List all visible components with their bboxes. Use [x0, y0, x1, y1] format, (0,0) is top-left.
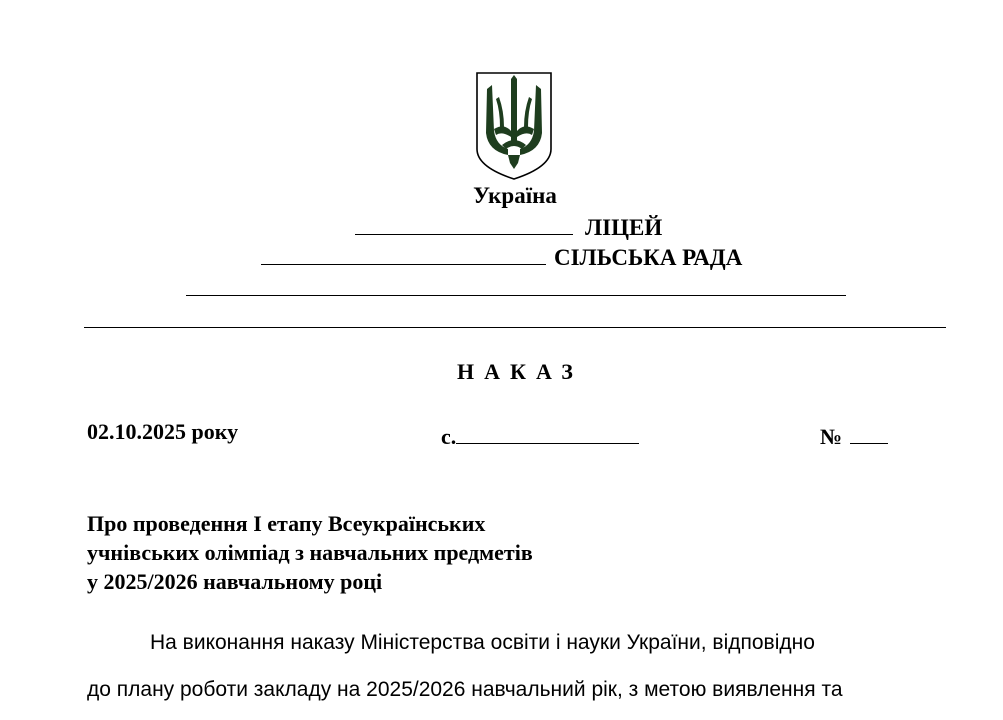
order-number-line	[820, 419, 888, 450]
header-rule-long	[84, 327, 946, 328]
order-subject	[87, 509, 533, 596]
council-line	[261, 242, 742, 271]
order-body	[87, 619, 932, 713]
number-prefix: №	[820, 424, 843, 449]
subject-line: у 2025/2026 навчальному році	[87, 569, 383, 594]
place-line	[441, 419, 639, 450]
ukraine-trident-coat-of-arms-icon	[474, 71, 554, 181]
institution-line	[355, 212, 662, 241]
document-type-title: НАКАЗ	[457, 359, 583, 384]
subject-line: Про проведення І етапу Всеукраїнських	[87, 511, 486, 536]
place-blank	[456, 419, 639, 444]
document-date: 02.10.2025 року	[87, 419, 239, 444]
country-name: Україна	[473, 183, 557, 208]
council-suffix: СІЛЬСЬКА РАДА	[554, 245, 743, 270]
subject-line: учнівських олімпіад з навчальних предметів	[87, 540, 533, 565]
institution-suffix: ЛІЦЕЙ	[585, 215, 663, 240]
institution-name-blank	[355, 212, 573, 235]
body-line: до плану роботи закладу на 2025/2026 навчальний рік, з метою виявлення та	[87, 678, 843, 701]
body-line: На виконання наказу Міністерства освіти і науки України, відповідно	[150, 631, 815, 654]
council-name-blank	[261, 242, 546, 265]
header-rule-short	[186, 295, 846, 296]
place-prefix: с.	[441, 424, 457, 449]
number-blank	[850, 419, 888, 444]
